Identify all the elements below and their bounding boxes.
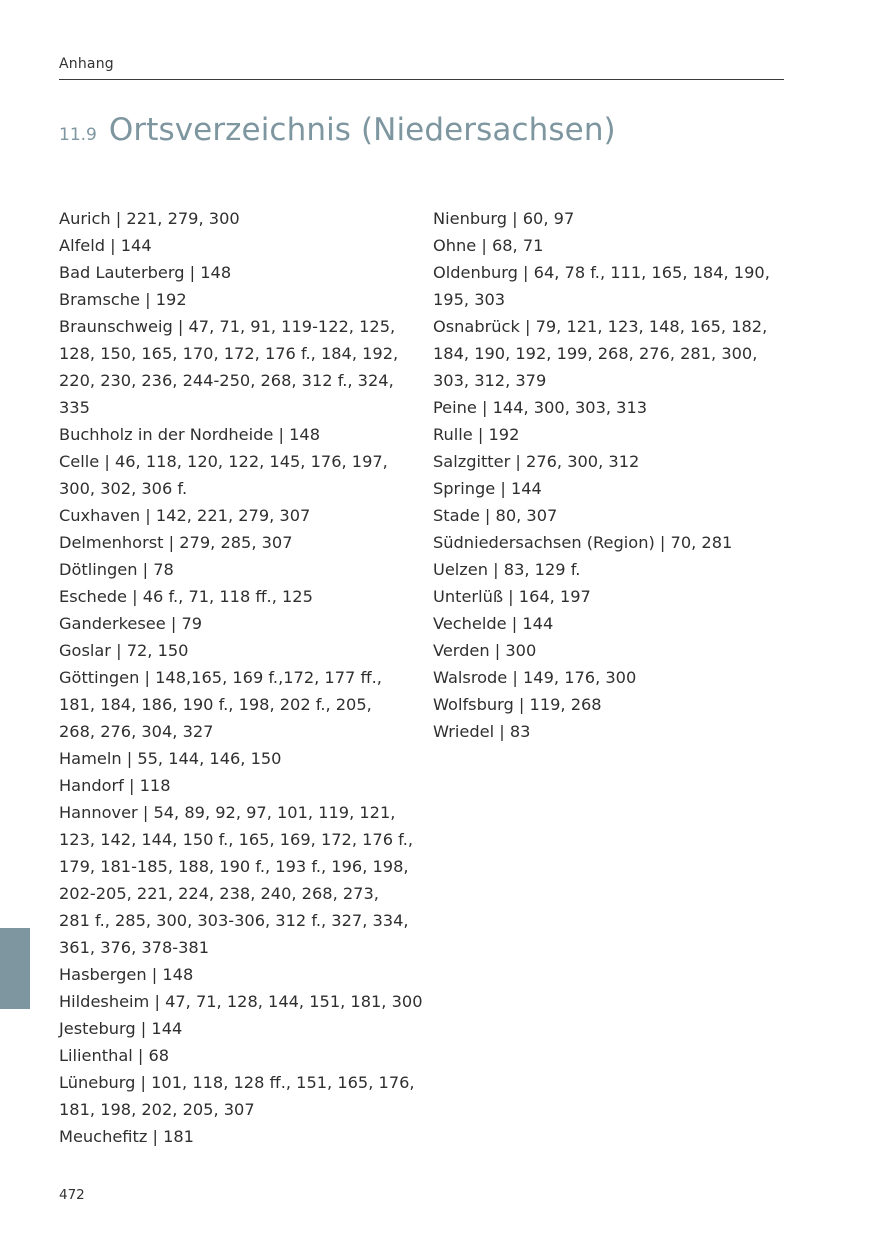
index-entry-line: Aurich | 221, 279, 300: [59, 209, 240, 228]
index-entry-line: Salzgitter | 276, 300, 312: [433, 452, 640, 471]
index-entry-line: Stade | 80, 307: [433, 506, 558, 525]
index-entry-line: Springe | 144: [433, 479, 542, 498]
index-entry-line: Handorf | 118: [59, 776, 171, 795]
index-entry-line: 184, 190, 192, 199, 268, 276, 281, 300,: [433, 344, 758, 363]
index-entry-line: Buchholz in der Nordheide | 148: [59, 425, 321, 444]
page-number: 472: [59, 1187, 85, 1203]
index-entry-line: Braunschweig | 47, 71, 91, 119-122, 125,: [59, 317, 396, 336]
index-entry-line: Unterlüß | 164, 197: [433, 587, 591, 606]
index-entry-line: 181, 184, 186, 190 f., 198, 202 f., 205,: [59, 695, 372, 714]
index-entry-line: Lilienthal | 68: [59, 1046, 170, 1065]
index-entry-line: 181, 198, 202, 205, 307: [59, 1100, 255, 1119]
index-entry-line: Celle | 46, 118, 120, 122, 145, 176, 197,: [59, 452, 388, 471]
index-entry-line: 303, 312, 379: [433, 371, 547, 390]
index-entry-line: Delmenhorst | 279, 285, 307: [59, 533, 293, 552]
index-entry-line: Südniedersachsen (Region) | 70, 281: [433, 533, 733, 552]
index-entry-line: Eschede | 46 f., 71, 118 ff., 125: [59, 587, 313, 606]
index-entry-line: Wolfsburg | 119, 268: [433, 695, 602, 714]
index-entry-line: Ohne | 68, 71: [433, 236, 544, 255]
index-entry-line: 202-205, 221, 224, 238, 240, 268, 273,: [59, 884, 379, 903]
index-entry-line: 179, 181-185, 188, 190 f., 193 f., 196, 198,: [59, 857, 409, 876]
index-entry-line: Hameln | 55, 144, 146, 150: [59, 749, 282, 768]
index-column-left: [59, 205, 424, 1150]
index-entry-line: Bramsche | 192: [59, 290, 187, 309]
running-head: Anhang: [59, 56, 114, 72]
header-rule: [59, 79, 784, 80]
index-entry-line: Alfeld | 144: [59, 236, 152, 255]
index-entry-line: Dötlingen | 78: [59, 560, 174, 579]
section-number: 11.9: [59, 125, 97, 145]
index-entry-line: Meuchefitz | 181: [59, 1127, 194, 1146]
index-entry-line: Walsrode | 149, 176, 300: [433, 668, 637, 687]
index-entry-line: 123, 142, 144, 150 f., 165, 169, 172, 176 f.,: [59, 830, 413, 849]
section-title: Ortsverzeichnis (Niedersachsen): [108, 112, 616, 148]
index-entry-line: Ganderkesee | 79: [59, 614, 203, 633]
index-entry-line: 300, 302, 306 f.: [59, 479, 188, 498]
index-entry-line: Jesteburg | 144: [59, 1019, 183, 1038]
index-entry-line: Hildesheim | 47, 71, 128, 144, 151, 181, 300: [59, 992, 423, 1011]
index-column-right: [433, 205, 783, 745]
index-entry-line: Nienburg | 60, 97: [433, 209, 575, 228]
index-entry-line: Hannover | 54, 89, 92, 97, 101, 119, 121,: [59, 803, 396, 822]
index-entry-line: Lüneburg | 101, 118, 128 ff., 151, 165, 176,: [59, 1073, 415, 1092]
index-entry-line: Uelzen | 83, 129 f.: [433, 560, 581, 579]
index-entry-line: 128, 150, 165, 170, 172, 176 f., 184, 192,: [59, 344, 399, 363]
index-entry-line: Göttingen | 148,165, 169 f.,172, 177 ff.,: [59, 668, 382, 687]
index-entry-line: 335: [59, 398, 90, 417]
index-entry-line: Oldenburg | 64, 78 f., 111, 165, 184, 190,: [433, 263, 770, 282]
section-heading: [59, 110, 616, 148]
index-entry-line: Wriedel | 83: [433, 722, 531, 741]
index-entry-line: Vechelde | 144: [433, 614, 554, 633]
index-entry-line: 268, 276, 304, 327: [59, 722, 214, 741]
index-entry-line: Peine | 144, 300, 303, 313: [433, 398, 648, 417]
index-entry-line: Hasbergen | 148: [59, 965, 194, 984]
chapter-tab-marker: [0, 928, 30, 1009]
index-entry-line: Rulle | 192: [433, 425, 520, 444]
index-entry-line: Verden | 300: [433, 641, 537, 660]
index-entry-line: 195, 303: [433, 290, 506, 309]
index-entry-line: 220, 230, 236, 244-250, 268, 312 f., 324,: [59, 371, 394, 390]
index-entry-line: 281 f., 285, 300, 303-306, 312 f., 327, 334,: [59, 911, 409, 930]
index-entry-line: 361, 376, 378-381: [59, 938, 210, 957]
index-entry-line: Cuxhaven | 142, 221, 279, 307: [59, 506, 311, 525]
index-entry-line: Bad Lauterberg | 148: [59, 263, 232, 282]
index-entry-line: Goslar | 72, 150: [59, 641, 189, 660]
index-entry-line: Osnabrück | 79, 121, 123, 148, 165, 182,: [433, 317, 768, 336]
